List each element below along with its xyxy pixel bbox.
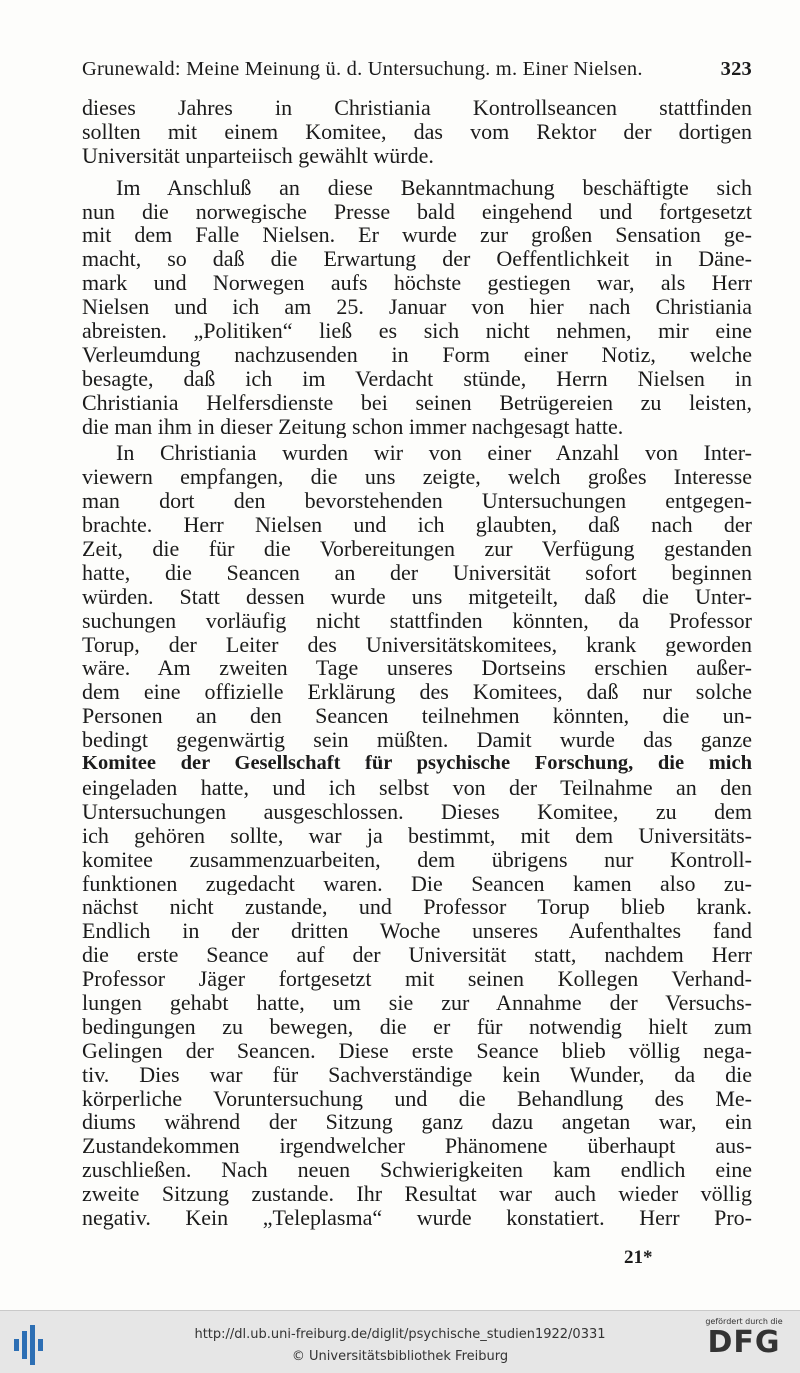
text-line: mark und Norwegen aufs höchste gestiegen war, als Herr	[82, 271, 752, 296]
viewer-footer	[0, 1310, 800, 1373]
text-line: negativ. Kein „Teleplasma“ wurde konstatiert. Herr Pro-	[82, 1205, 752, 1230]
text-line: ich gehören sollte, war ja bestimmt, mit dem Universitäts-	[82, 823, 752, 848]
running-title: Grunewald: Meine Meinung ü. d. Untersuchung. m. Einer Nielsen.	[82, 58, 643, 80]
text-line: abreisten. „Politiken“ ließ es sich nicht nehmen, mir eine	[82, 319, 752, 343]
dfg-logo-text: DFG	[707, 1325, 781, 1360]
paragraph	[82, 176, 752, 439]
dfg-logo	[698, 1317, 790, 1360]
text-line: Endlich in der dritten Woche unseres Aufenthaltes fand	[82, 919, 752, 944]
text-line: eingeladen hatte, und ich selbst von der Teilnahme an den	[82, 775, 752, 800]
text-line: wäre. Am zweiten Tage unseres Dortseins erschien außer-	[82, 656, 752, 681]
text-line: man dort den bevorstehenden Untersuchungen entgegen-	[82, 489, 752, 514]
source-url-link[interactable]: http://dl.ub.uni-freiburg.de/diglit/psychische_studien1922/0331	[194, 1327, 606, 1342]
text-line: diums während der Sitzung ganz dazu angetan war, ein	[82, 1110, 752, 1135]
text-line: funktionen zugedacht waren. Die Seancen kamen also zu-	[82, 871, 752, 896]
text-line: macht, so daß die Erwartung der Oeffentlichkeit in Däne-	[82, 247, 752, 272]
text-line: sollten mit einem Komitee, das vom Rektor der dortigen	[82, 119, 752, 144]
text-line: dieses Jahres in Christiania Kontrollseancen stattfinden	[82, 96, 752, 120]
page-number: 323	[720, 58, 752, 80]
text-line: tiv. Dies war für Sachverständige kein Wunder, da die	[82, 1062, 752, 1087]
text-line: hatte, die Seancen an der Universität sofort beginnen	[82, 560, 752, 585]
text-line: viewern empfangen, die uns zeigte, welch großes Interesse	[82, 465, 752, 490]
paragraph	[82, 96, 752, 168]
text-line: Gelingen der Seancen. Diese erste Seance blieb völlig nega-	[82, 1038, 752, 1063]
text-line: besagte, daß ich im Verdacht stünde, Herrn Nielsen in	[82, 366, 752, 391]
text-line: nächst nicht zustande, und Professor Torup blieb krank.	[82, 895, 752, 920]
text-line: Nielsen und ich am 25. Januar von hier nach Christiania	[82, 295, 752, 320]
text-line: Personen an den Seancen teilnehmen könnten, die un-	[82, 704, 752, 729]
text-line: Christiania Helfersdienste bei seinen Betrügereien zu leisten,	[82, 390, 752, 415]
text-line: komitee zusammenzuarbeiten, dem übrigens nur Kontroll-	[82, 847, 752, 872]
text-line: dem eine offizielle Erklärung des Komitees, daß nur solche	[82, 680, 752, 705]
text-line: brachte. Herr Nielsen und ich glaubten, daß nach der	[82, 513, 752, 538]
text-line: zuschließen. Nach neuen Schwierigkeiten kam endlich eine	[82, 1158, 752, 1183]
text-line: Verleumdung nachzusenden in Form einer Notiz, welche	[82, 342, 752, 367]
text-line: bedingt gegenwärtig sein müßten. Damit wurde das ganze	[82, 728, 752, 753]
text-line: Untersuchungen ausgeschlossen. Dieses Komitee, zu dem	[82, 799, 752, 824]
text-line: Torup, der Leiter des Universitätskomitees, krank geworden	[82, 632, 752, 657]
text-line: suchungen vorläufig nicht stattfinden könnten, da Professor	[82, 608, 752, 633]
text-line: Zeit, die für die Vorbereitungen zur Verfügung gestanden	[82, 537, 752, 561]
text-line: die erste Seance auf der Universität statt, nachdem Herr	[82, 943, 752, 968]
body-text	[82, 96, 752, 1230]
text-line: Professor Jäger fortgesetzt mit seinen Kollegen Verhand-	[82, 967, 752, 991]
text-line: die man ihm in dieser Zeitung schon immer nachgesagt hatte.	[82, 414, 624, 439]
text-line: mit dem Falle Nielsen. Er wurde zur großen Sensation ge-	[82, 223, 752, 248]
text-line: körperliche Voruntersuchung und die Behandlung des Me-	[82, 1086, 752, 1111]
text-line: Im Anschluß an diese Bekanntmachung beschäftigte sich	[116, 175, 752, 200]
text-line: Komitee der Gesellschaft für psychische Forschung, die mich	[82, 752, 752, 775]
text-line: Zustandekommen irgendwelcher Phänomene überhaupt aus-	[82, 1134, 752, 1159]
text-line: lungen gehabt hatte, um sie zur Annahme der Versuchs-	[82, 990, 752, 1015]
text-line: zweite Sitzung zustande. Ihr Resultat war auch wieder völlig	[82, 1182, 752, 1206]
copyright-text: © Universitätsbibliothek Freiburg	[291, 1349, 509, 1364]
text-line: In Christiania wurden wir von einer Anzahl von Inter-	[116, 441, 752, 466]
text-line: Universität unparteiisch gewählt würde.	[82, 143, 434, 168]
text-line: bedingungen zu bewegen, die er für notwendig hielt zum	[82, 1014, 752, 1039]
text-line: würden. Statt dessen wurde uns mitgeteilt, daß die Unter-	[82, 584, 752, 609]
dfg-caption: gefördert durch die	[705, 1317, 783, 1326]
running-head	[82, 58, 752, 81]
sheet-signature: 21*	[624, 1247, 653, 1268]
text-line: nun die norwegische Presse bald eingehend und fortgesetzt	[82, 199, 752, 224]
paragraph	[82, 441, 752, 1229]
